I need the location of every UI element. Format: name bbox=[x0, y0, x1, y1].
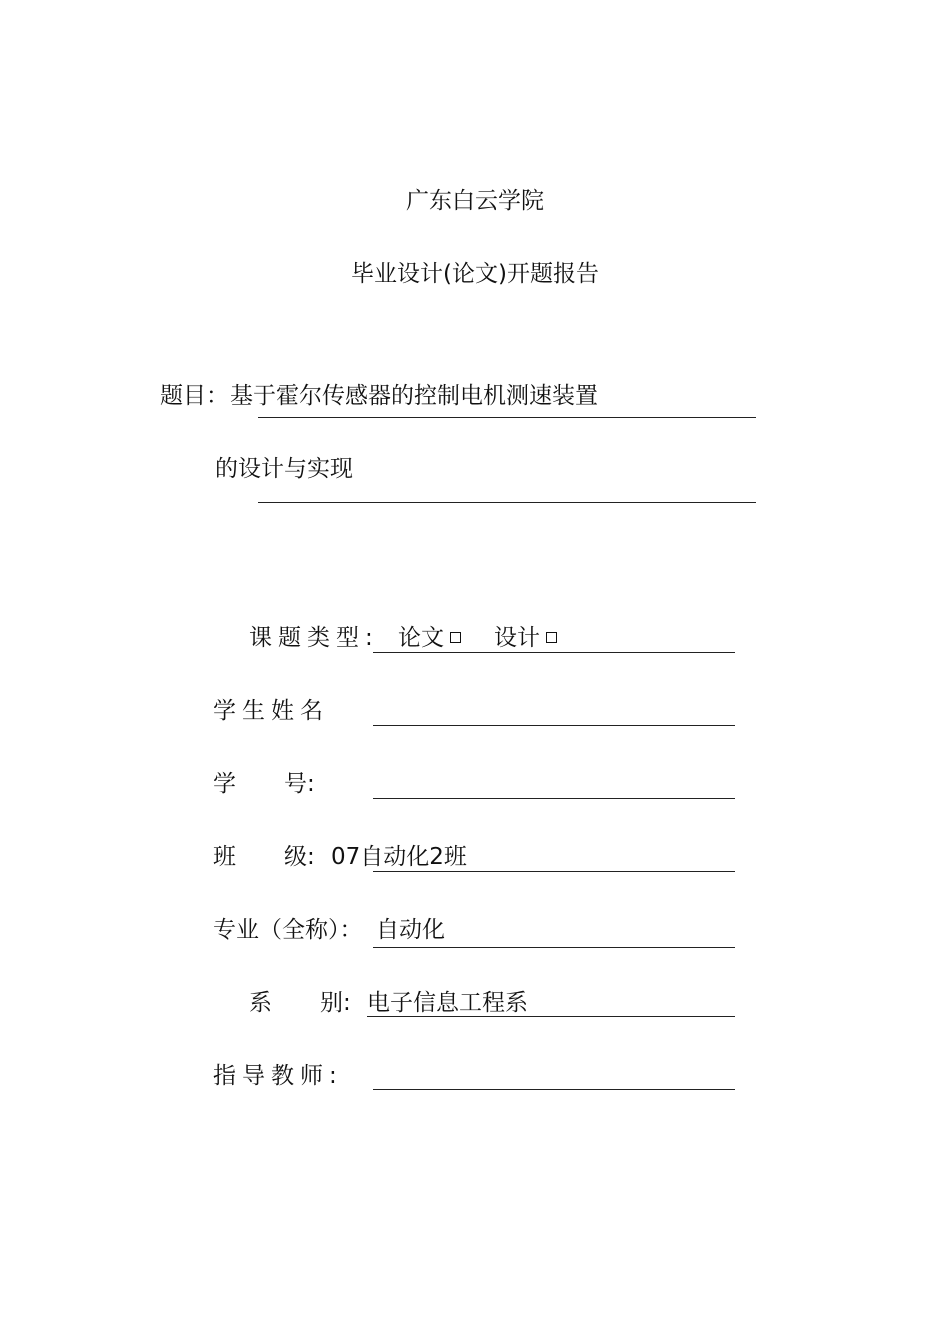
major-value[interactable]: 自动化 bbox=[376, 917, 445, 943]
topic-underline-2 bbox=[258, 502, 756, 503]
topic-line-2: 的设计与实现 bbox=[215, 456, 353, 482]
thesis-option-label: 论文 bbox=[398, 625, 444, 651]
class-label-part2: 级: bbox=[284, 844, 315, 870]
department-label-part2: 别: bbox=[320, 990, 351, 1016]
topic-type-design-option[interactable] bbox=[494, 623, 557, 653]
student-name-underline bbox=[373, 725, 735, 726]
student-id-label-part2: 号: bbox=[284, 771, 315, 797]
topic-label: 题目： bbox=[160, 383, 229, 409]
student-id-label-part1: 学 bbox=[213, 771, 236, 797]
topic-type-thesis-option[interactable] bbox=[398, 623, 461, 653]
design-option-label: 设计 bbox=[494, 625, 540, 651]
thesis-checkbox[interactable] bbox=[450, 632, 461, 643]
topic-type-underline bbox=[373, 652, 735, 653]
department-value[interactable]: 电子信息工程系 bbox=[367, 990, 528, 1016]
major-label: 专业（全称）： bbox=[213, 917, 363, 943]
class-label-part1: 班 bbox=[213, 844, 236, 870]
department-underline bbox=[367, 1016, 735, 1017]
advisor-label: 指导教师: bbox=[213, 1063, 343, 1089]
topic-line-1: 基于霍尔传感器的控制电机测速装置 bbox=[230, 383, 598, 409]
major-underline bbox=[373, 947, 735, 948]
student-name-label: 学生姓名 bbox=[213, 698, 329, 724]
report-title: 毕业设计(论文)开题报告 bbox=[351, 261, 599, 287]
topic-type-label: 课题类型: bbox=[249, 625, 379, 651]
school-name: 广东白云学院 bbox=[406, 188, 544, 214]
advisor-underline bbox=[373, 1089, 735, 1090]
class-value[interactable]: 07自动化2班 bbox=[331, 844, 467, 870]
class-underline bbox=[373, 871, 735, 872]
design-checkbox[interactable] bbox=[546, 632, 557, 643]
department-label-part1: 系 bbox=[249, 990, 272, 1016]
topic-underline-1 bbox=[258, 417, 756, 418]
student-id-underline bbox=[373, 798, 735, 799]
